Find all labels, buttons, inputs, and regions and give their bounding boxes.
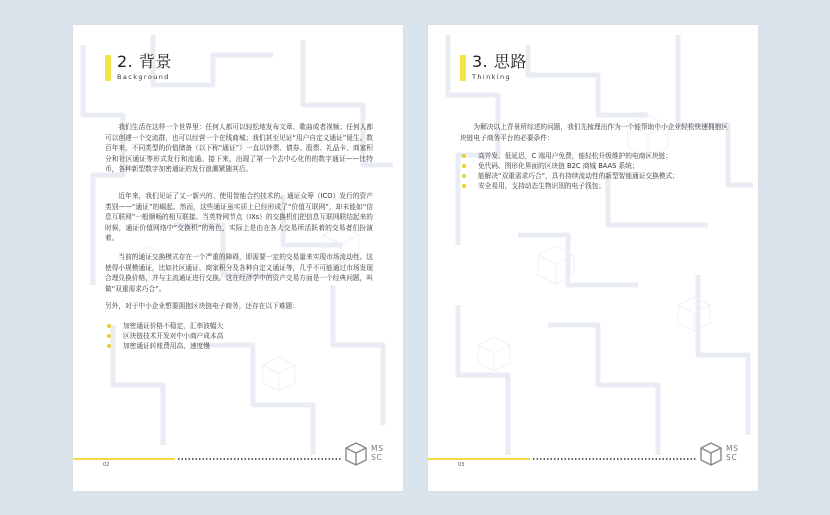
list-item: 免代码、图形化界面的区块链 B2C 商城 BAAS 系统； [460, 161, 728, 171]
list-item: 区块链技术开发对中小商户成本高 [105, 331, 373, 341]
title-accent-bar [460, 55, 466, 81]
section-title: 3. 思路 [472, 52, 527, 71]
background-circuit-pattern [428, 25, 758, 491]
title-accent-bar [105, 55, 111, 81]
requirement-list [460, 151, 728, 191]
page-number: 02 [103, 462, 110, 468]
list-item: 高并发、低延迟，C 端用户免费，能轻松升级维护的电商区块链； [460, 151, 728, 161]
paragraph: 我们生活在这样一个世界里：任何人都可以轻松地发布文章、歌曲或者视频；任何人都可以创建一个交流群，也可以经营一个在线商城；我们甚至见证“用户自定义通证”诞生。数百年来，不同类型的价值储备（以下称“通证”）一直以钞票、债券、股票、礼品卡、商家积分和社区通证等形式发行和流通。接下来，出现了第一个去中心化的的数字通证——比特币，各种新型数字加密通证的发行浪潮紧随其后。 [105, 123, 373, 173]
section-subtitle: Background [117, 73, 170, 81]
section-subtitle: Thinking [472, 73, 512, 81]
paragraph: 当前的通证交换模式存在一个严重的障碍，即需要一定的交易量来实现市场流动性。这使得小规模通证，比如社区通证、商家积分及各种自定义通证等，几乎不可能通过市场发现合理兑换价格，并与主流通证进行交换。这在经济学中的资产交易方面是一个经典问题，叫做“双重需求巧合”。 [105, 253, 373, 293]
footer-dotted-line [177, 458, 341, 460]
footer-accent-line [428, 458, 530, 460]
footer-accent-line [73, 458, 175, 460]
section-title: 2. 背景 [117, 52, 172, 71]
paragraph: 为解决以上背景所综述的问题，我们先梳理出作为一个能帮助中小企业轻松快速拥抱区块链电子商务平台的必要条件： [460, 123, 728, 142]
cube-icon [344, 441, 368, 467]
page-number: 03 [458, 462, 465, 468]
document-page-02 [73, 25, 403, 491]
paragraph-note: 另外，对于中小企业想要拥抱区块链电子商务，还存在以下难题： [105, 302, 299, 310]
list-item: 加密通证转账费用高、速度慢 [105, 341, 373, 351]
document-page-03 [428, 25, 758, 491]
cube-icon [699, 441, 723, 467]
difficulty-list [105, 321, 373, 351]
paragraph: 近年来，我们见证了又一新兴的、使用智能合约技术的、通证众筹（ICO）发行的资产类别——“通证”的崛起。然而，这些通证虽实质上已经形成了“价值互联网”，却未能如“信息互联网”一般顺畅的相互联接。当英特网节点（IXs）的交换机们把信息互联网联结起来的时候，通证价值网络中“交换机”的角色，实际上是由在各大交易所活跃着的交易者们扮演着。 [105, 192, 373, 242]
list-item: 加密通证价格不稳定，汇率波幅大 [105, 321, 373, 331]
list-item: 能解决“双重需求巧合”，具有持续流动性的新型智能通证交换模式； [460, 171, 728, 181]
logo-text: MS SC [371, 444, 384, 462]
logo-text: MS SC [726, 444, 739, 462]
footer-dotted-line [532, 458, 696, 460]
list-item: 安全易用，支持动态生物识别的电子钱包； [460, 181, 728, 191]
